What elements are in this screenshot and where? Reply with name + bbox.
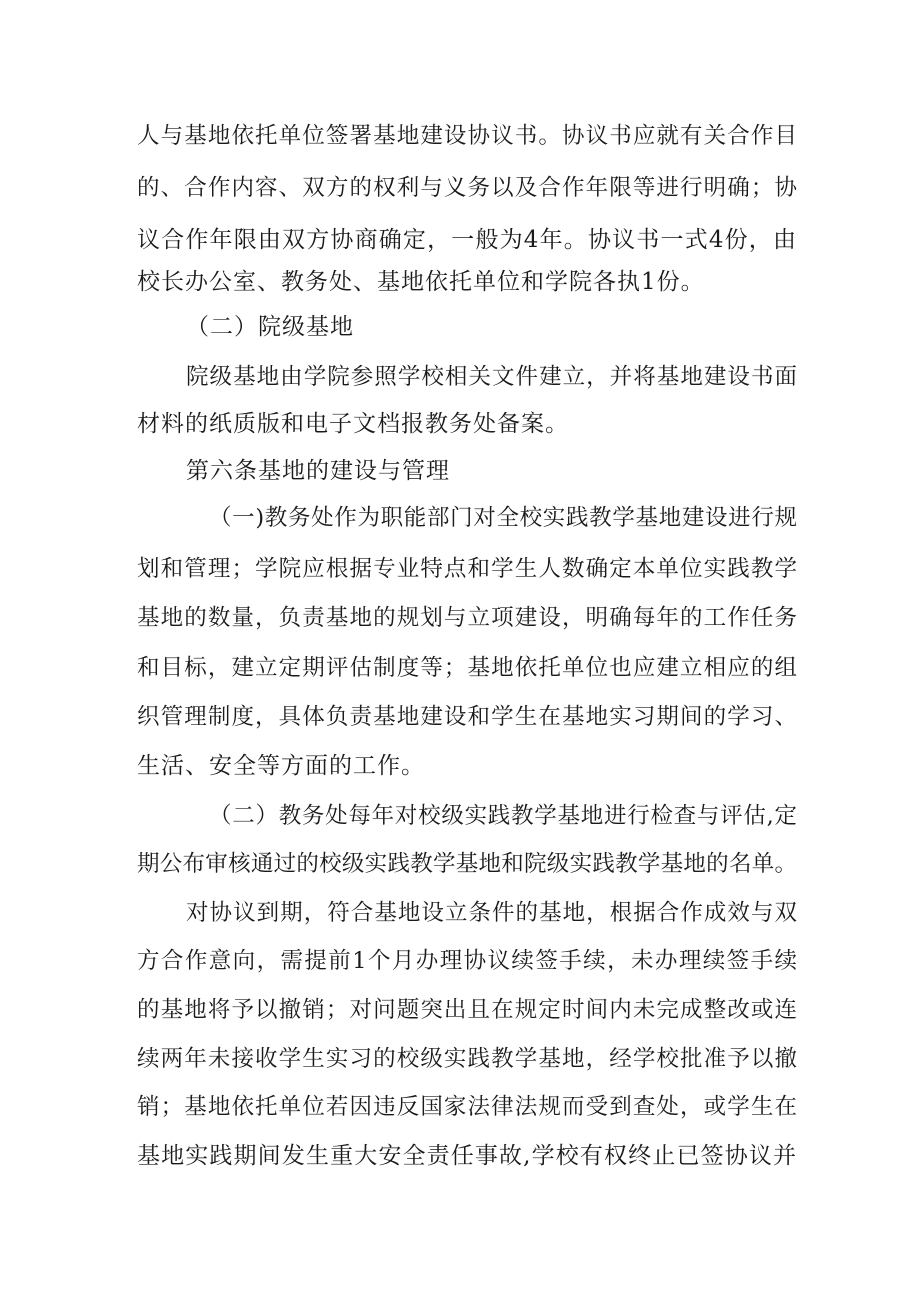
text-line: 的基地将予以撤销；对问题突出且在规定时间内未完成整改或连 <box>137 997 797 1023</box>
text-line: 院级基地由学院参照学校相关文件建立，并将基地建设书面 <box>186 364 797 390</box>
text-line: 划和管理；学院应根据专业特点和学生人数确定本单位实践教学 <box>137 556 797 582</box>
text-line: （二）教务处每年对校级实践教学基地进行检查与评估,定 <box>209 803 797 829</box>
article-heading: 第六条基地的建设与管理 <box>186 458 450 484</box>
text-line: 对协议到期，符合基地设立条件的基地，根据合作成效与双 <box>186 900 797 926</box>
text-line: 方合作意向，需提前1个月办理协议续签手续，未办理续签手续 <box>137 948 797 974</box>
text-line: 基地实践期间发生重大安全责任事故,学校有权终止已签协议并 <box>137 1143 797 1169</box>
text-line: 和目标，建立定期评估制度等；基地依托单位也应建立相应的组 <box>137 655 797 681</box>
text-line: 期公布审核通过的校级实践教学基地和院级实践教学基地的名单。 <box>137 851 797 877</box>
text-line: 生活、安全等方面的工作。 <box>137 753 425 779</box>
text-line: 织管理制度，具体负责基地建设和学生在基地实习期间的学习、 <box>137 704 797 730</box>
text-line: 材料的纸质版和电子文档报教务处备案。 <box>137 411 569 437</box>
text-line: 基地的数量，负责基地的规划与立项建设，明确每年的工作任务 <box>137 605 797 631</box>
text-line: 人与基地依托单位签署基地建设协议书。协议书应就有关合作目 <box>137 123 797 149</box>
text-line: 续两年未接收学生实习的校级实践教学基地，经学校批准予以撤 <box>137 1046 797 1072</box>
section-heading: （二）院级基地 <box>186 314 354 340</box>
text-line: 议合作年限由双方协商确定，一般为4年。协议书一式4份，由 <box>137 227 797 253</box>
text-line: 销；基地依托单位若因违反国家法律法规而受到查处，或学生在 <box>137 1094 797 1120</box>
text-line: 校长办公室、教务处、基地依托单位和学院各执1份。 <box>137 269 705 295</box>
text-line: 的、合作内容、双方的权利与义务以及合作年限等进行明确；协 <box>137 175 797 201</box>
text-line: （一)教务处作为职能部门对全校实践教学基地建设进行规 <box>209 505 797 531</box>
